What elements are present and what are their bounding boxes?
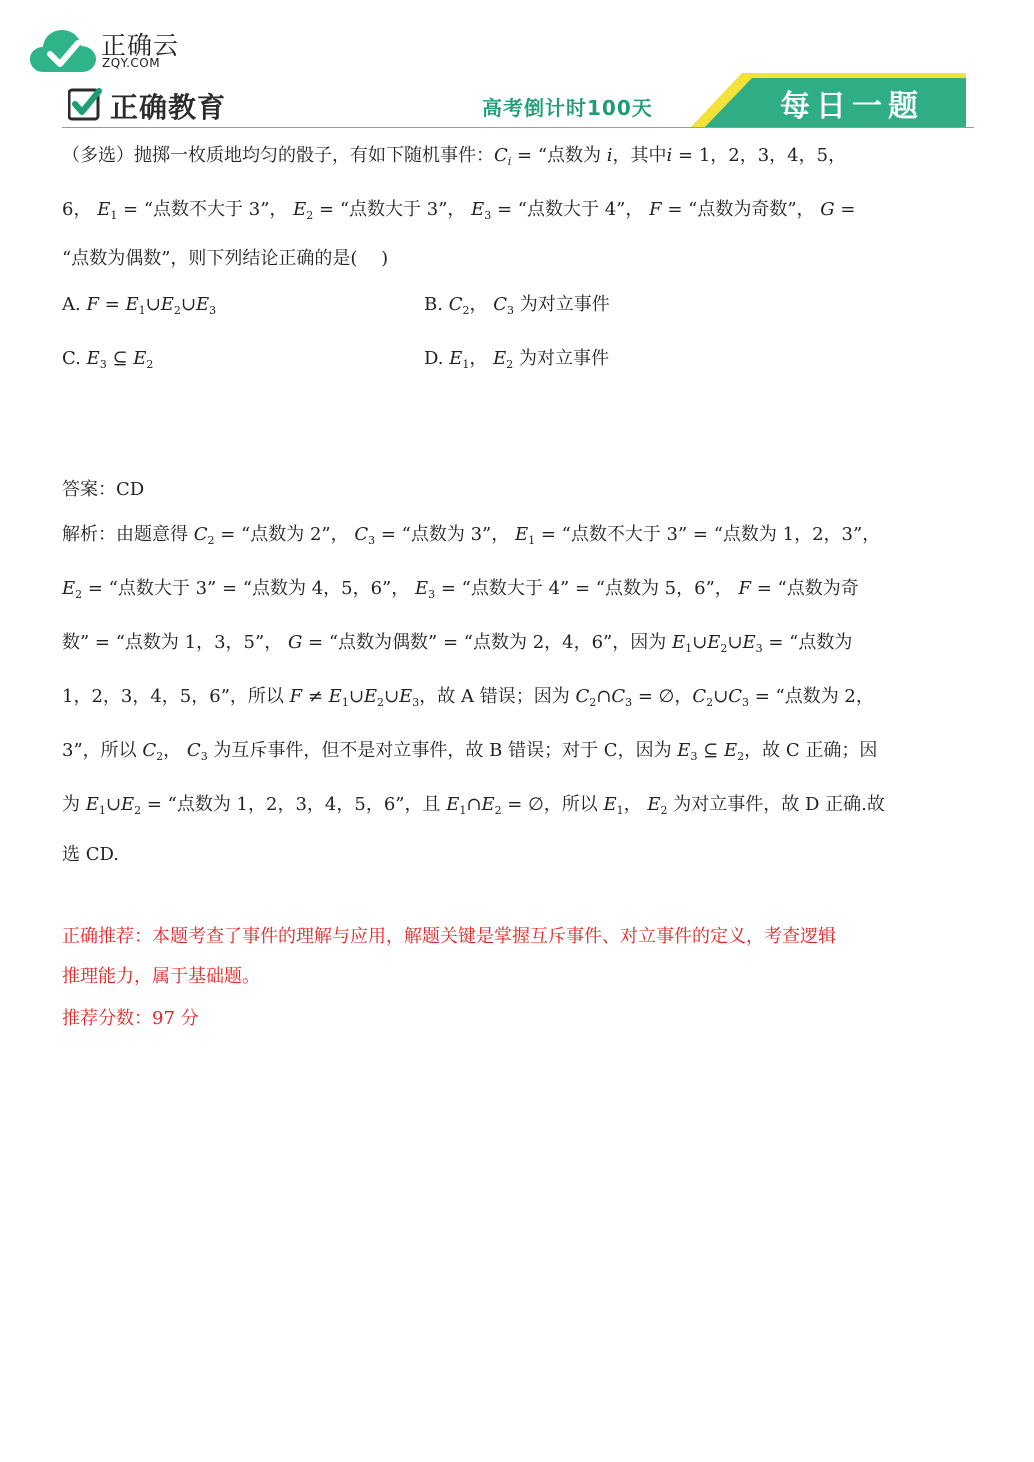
recommend-score: 推荐分数：97 分: [62, 1008, 199, 1029]
zqy-logo: [30, 22, 220, 74]
analysis-line-6: 为 $E_1\cup E_2$ = “点数为 1，2，3，4，5，6”，且 $E_1\cap E_2$ = ∅，所以 $E_1$， $E_2$ 为对立事件，故 D 正确.故: [62, 794, 885, 817]
recommend-line-1: 正确推荐：本题考查了事件的理解与应用，解题关键是掌握互斥事件、对立事件的定义，考查逻辑: [62, 926, 836, 947]
question-line-1: （多选）抛掷一枚质地均匀的骰子，有如下随机事件：$C_i$ = “点数为 i，其中i = 1，2，3，4，5，: [62, 145, 847, 168]
question-line-2: 6， $E_1$ = “点数不大于 3”， $E_2$ = “点数大于 3”， $E_3$ = “点数大于 4”， F = “点数为奇数”， G =: [62, 199, 856, 222]
analysis-line-2: $E_2$ = “点数大于 3” = “点数为 4，5，6”， $E_3$ = “点数大于 4” = “点数为 5，6”， F = “点数为奇: [62, 578, 859, 601]
daily-question-title: 每日一题: [780, 89, 924, 124]
brand-name: 正确教育: [110, 91, 227, 124]
analysis-line-1: 解析：由题意得 $C_2$ = “点数为 2”， $C_3$ = “点数为 3”， $E_1$ = “点数不大于 3” = “点数为 1，2，3”，: [62, 524, 881, 547]
analysis-line-5: 3”，所以 $C_2$， $C_3$ 为互斥事件，但不是对立事件，故 B 错误；对于 C，因为 $E_3$ ⊆ $E_2$，故 C 正确；因: [62, 740, 878, 763]
answer-value: CD: [116, 479, 145, 500]
checkbox-icon: [68, 87, 102, 121]
analysis-line-3: 数” = “点数为 1，3，5”， G = “点数为偶数” = “点数为 2，4，6”，因为 $E_1\cup E_2\cup E_3$ = “点数为: [62, 632, 853, 655]
logo-en-text: ZQY.COM: [102, 56, 161, 70]
question-tag: （多选）: [62, 145, 134, 166]
answer: 答案：CD: [62, 479, 145, 500]
option-c: C. $E_3$ ⊆ $E_2$: [62, 348, 154, 371]
option-a: A. $F = E_1\cup E_2\cup E_3$: [62, 294, 217, 317]
option-d: D. $E_1$， $E_2$ 为对立事件: [424, 348, 609, 371]
logo-cn-text: 正确云: [101, 31, 180, 60]
recommend-line-2: 推理能力，属于基础题。: [62, 966, 260, 987]
analysis-line-7: 选 CD.: [62, 844, 120, 865]
header-divider: [62, 127, 974, 128]
countdown-text: 高考倒计时100天: [482, 96, 653, 120]
option-b: B. $C_2$， $C_3$ 为对立事件: [424, 294, 610, 317]
cloud-check-icon: [30, 28, 96, 74]
analysis-line-4: 1，2，3，4，5，6”，所以 $F \ne E_1\cup E_2\cup E_3$，故 A 错误；因为 $C_2\cap C_3$ = ∅，$C_2\cup C_3$ = “点数为 2，: [62, 686, 874, 709]
question-line-3: “点数为偶数”，则下列结论正确的是( ): [62, 248, 389, 269]
